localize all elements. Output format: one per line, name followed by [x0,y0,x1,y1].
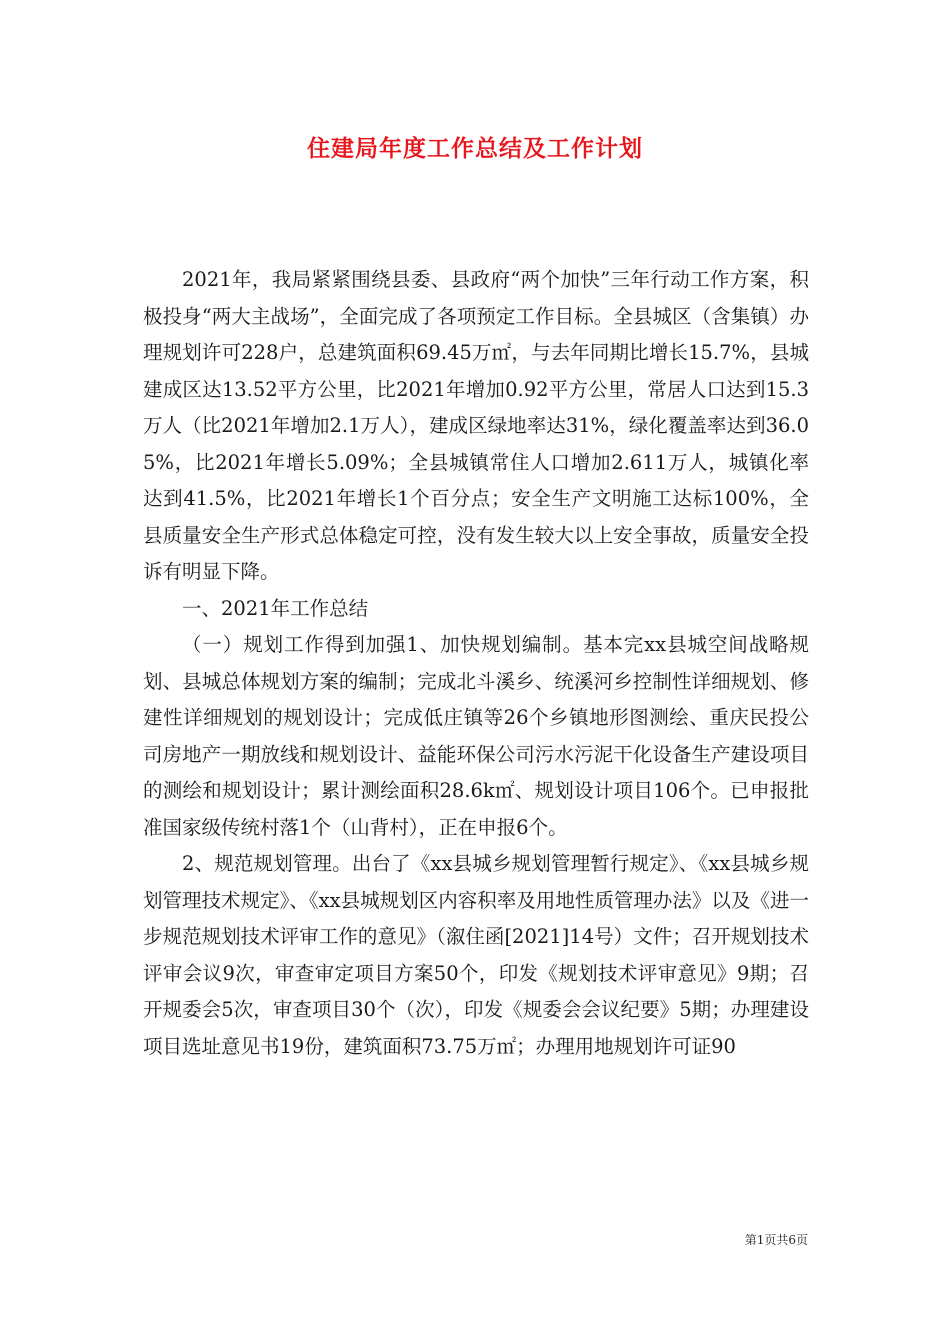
paragraph-intro: 2021年，我局紧紧围绕县委、县政府“两个加快”三年行动工作方案，积极投身“两大主战场”，全面完成了各项预定工作目标。全县城区（含集镇）办理规划许可228户，总建筑面积69.45万㎡，与去年同期比增长15.7%，县城建成区达13.52平方公里，比2021年增加0.92平方公里，常居人口达到15.3万人（比2021年增加2.1万人），建成区绿地率达31%，绿化覆盖率达到36.05%，比2021年增长5.09%；全县城镇常住人口增加2.611万人，城镇化率达到41.5%，比2021年增长1个百分点；安全生产文明施工达标100%，全县质量安全生产形式总体稳定可控，没有发生较大以上安全事故，质量安全投诉有明显下降。 [143,268,809,583]
section-heading-summary: 一、2021年工作总结 [182,596,369,620]
document-title: 住建局年度工作总结及工作计划 [307,135,643,162]
paragraph-planning-work: （一）规划工作得到加强1、加快规划编制。基本完xx县城空间战略规划、县城总体规划方案的编制；完成北斗溪乡、统溪河乡控制性详细规划、修建性详细规划的规划设计；完成低庄镇等26个乡镇地形图测绘、重庆民投公司房地产一期放线和规划设计、益能环保公司污水污泥干化设备生产建设项目的测绘和规划设计；累计测绘面积28.6k㎡、规划设计项目106个。已申报批准国家级传统村落1个（山背村），正在申报6个。 [143,633,809,839]
paragraph-planning-management: 2、规范规划管理。出台了《xx县城乡规划管理暂行规定》、《xx县城乡规划管理技术规定》、《xx县城规划区内容积率及用地性质管理办法》以及《进一步规范规划技术评审工作的意见》（溆住函[2021]14号）文件；召开规划技术评审会议9次，审查审定项目方案50个，印发《规划技术评审意见》9期；召开规委会5次，审查项目30个（次），印发《规委会会议纪要》5期；办理建设项目选址意见书19份，建筑面积73.75万㎡；办理用地规划许可证90 [143,852,809,1058]
document-body [143,262,809,1065]
page-number: 第1页共6页 [744,1233,808,1247]
